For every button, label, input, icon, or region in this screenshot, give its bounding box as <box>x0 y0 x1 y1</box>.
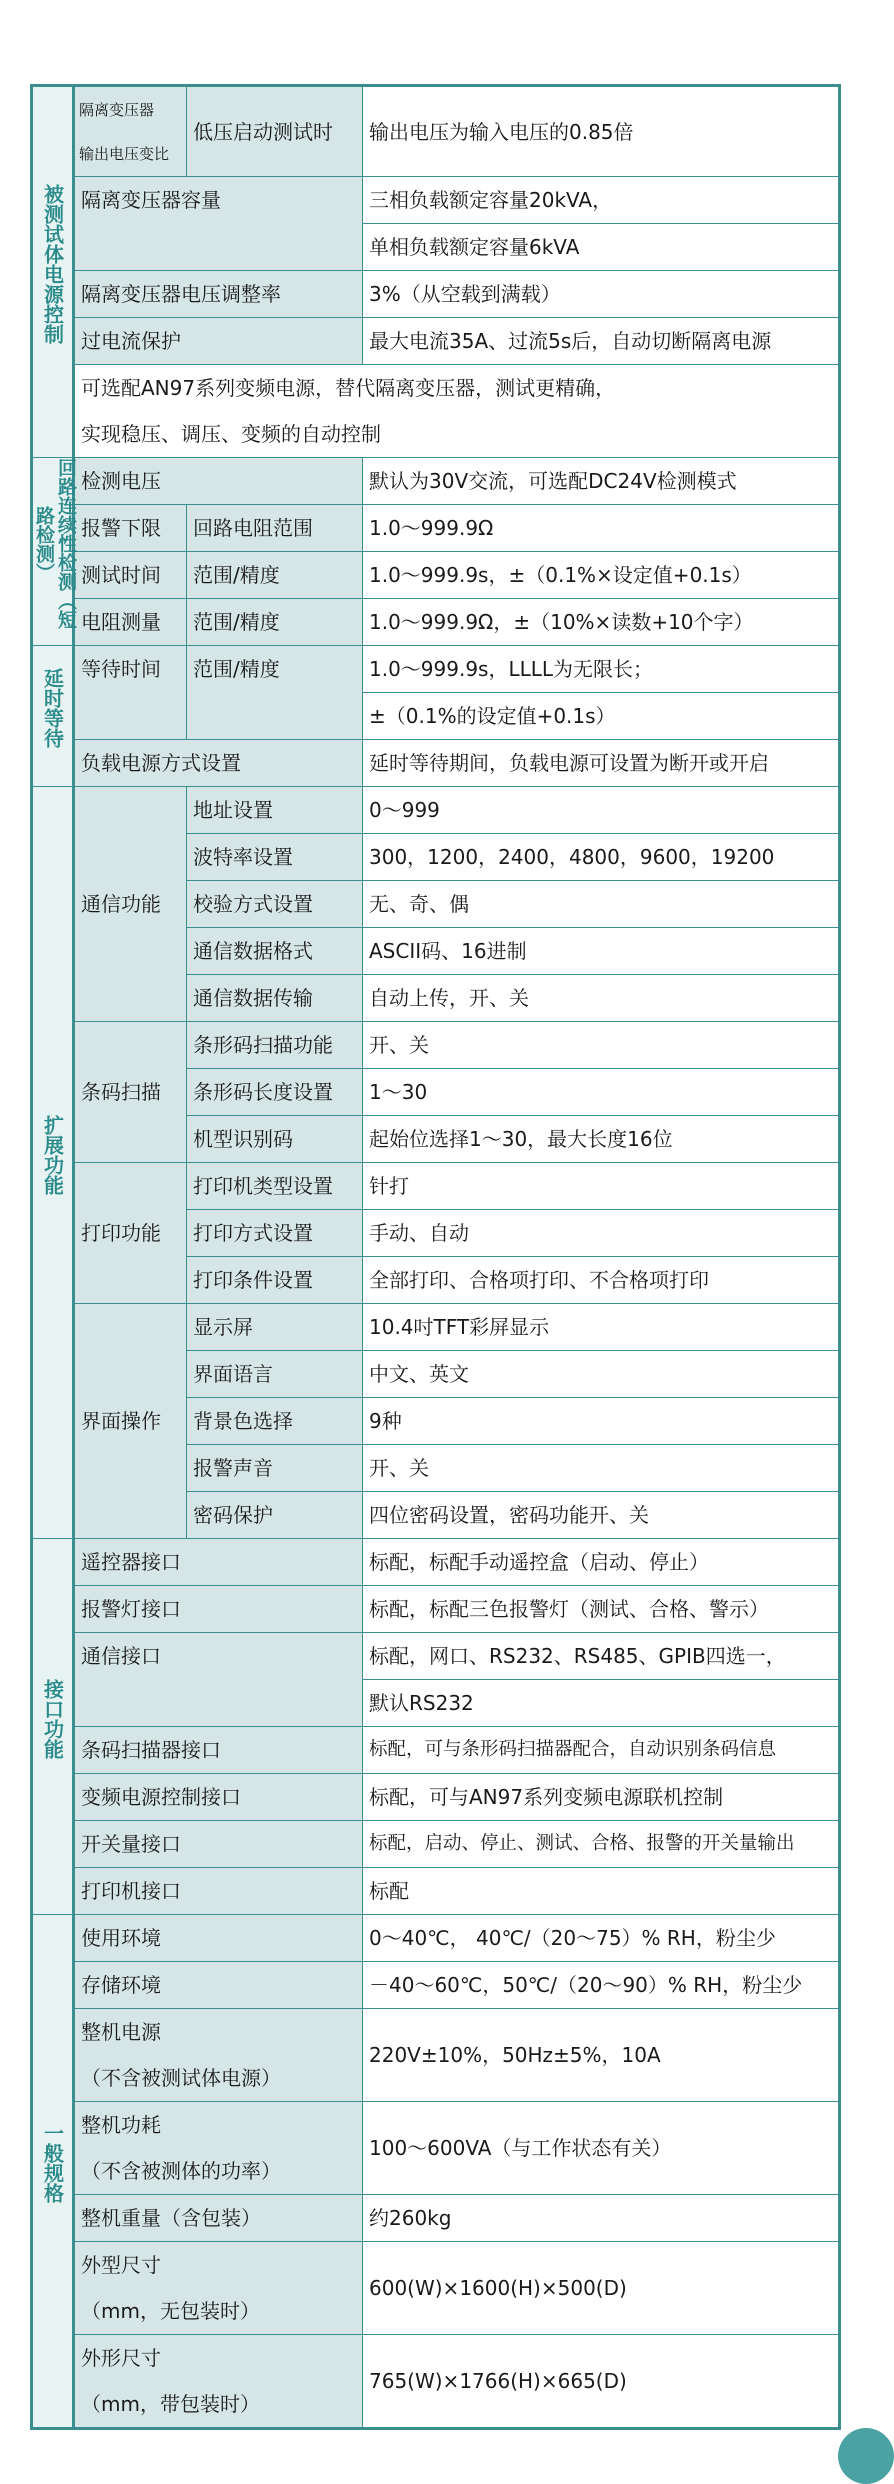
row-label: 存储环境 <box>74 1962 363 2009</box>
row-value: 0～999 <box>363 787 840 834</box>
row-label: 隔离变压器电压调整率 <box>74 271 363 318</box>
row-value: ASCII码、16进制 <box>363 928 840 975</box>
row-value: 最大电流35A、过流5s后，自动切断隔离电源 <box>363 318 840 365</box>
row-label: 背景色选择 <box>187 1398 363 1445</box>
row-label: 报警下限 <box>74 505 187 552</box>
row-value: 标配，标配三色报警灯（测试、合格、警示） <box>363 1586 840 1633</box>
group-label: 通信功能 <box>74 787 187 1022</box>
row-label: 报警灯接口 <box>74 1586 363 1633</box>
row-label: 负载电源方式设置 <box>74 740 363 787</box>
table-row <box>32 2009 840 2102</box>
row-label: 地址设置 <box>187 787 363 834</box>
row-value: 标配，标配手动遥控盒（启动、停止） <box>363 1539 840 1586</box>
table-row <box>32 1163 840 1210</box>
table-row <box>32 1915 840 1962</box>
row-sublabel: 范围/精度 <box>187 552 363 599</box>
row-value: 1.0～999.9s，±（0.1%×设定值+0.1s） <box>363 552 840 599</box>
table-row <box>32 1022 840 1069</box>
row-value: 单相负载额定容量6kVA <box>363 224 840 271</box>
row-value: 标配，启动、停止、测试、合格、报警的开关量输出 <box>363 1821 840 1868</box>
table-row <box>32 787 840 834</box>
table-row <box>32 1868 840 1915</box>
table-row <box>32 2335 840 2429</box>
row-label: 报警声音 <box>187 1445 363 1492</box>
row-label: 开关量接口 <box>74 1821 363 1868</box>
row-label: 使用环境 <box>74 1915 363 1962</box>
spec-sheet <box>30 84 838 2430</box>
table-row <box>32 1727 840 1774</box>
row-value: 100～600VA（与工作状态有关） <box>363 2102 840 2195</box>
row-label: 遥控器接口 <box>74 1539 363 1586</box>
row-value: 标配，网口、RS232、RS485、GPIB四选一， <box>363 1633 840 1680</box>
row-label: 电阻测量 <box>74 599 187 646</box>
table-row <box>32 599 840 646</box>
section-header: 接口功能 <box>32 1539 74 1915</box>
section-header: 被测试体电源控制 <box>32 86 74 458</box>
row-sublabel: 范围/精度 <box>187 646 363 740</box>
row-label: 过电流保护 <box>74 318 363 365</box>
table-row <box>32 646 840 693</box>
section-header: 扩展功能 <box>32 787 74 1539</box>
row-value: ±（0.1%的设定值+0.1s） <box>363 693 840 740</box>
row-value: 输出电压为输入电压的0.85倍 <box>363 86 840 177</box>
row-value: 0～40℃， 40℃/（20～75）% RH，粉尘少 <box>363 1915 840 1962</box>
table-row <box>32 1821 840 1868</box>
row-value: 3%（从空载到满载） <box>363 271 840 318</box>
row-label: 波特率设置 <box>187 834 363 881</box>
row-label: 界面语言 <box>187 1351 363 1398</box>
row-label: 显示屏 <box>187 1304 363 1351</box>
row-value: 手动、自动 <box>363 1210 840 1257</box>
table-row <box>32 1539 840 1586</box>
section-header: 回路连续性检测（短路检测） <box>32 458 74 646</box>
row-value: 765(W)×1766(H)×665(D) <box>363 2335 840 2429</box>
row-value: 默认RS232 <box>363 1680 840 1727</box>
row-label: 外型尺寸 （mm，无包装时） <box>74 2242 363 2335</box>
table-row <box>32 1633 840 1680</box>
row-value: 中文、英文 <box>363 1351 840 1398</box>
row-label: 等待时间 <box>74 646 187 740</box>
row-value: 四位密码设置，密码功能开、关 <box>363 1492 840 1539</box>
table-row <box>32 365 840 458</box>
row-label: 密码保护 <box>187 1492 363 1539</box>
row-label: 打印方式设置 <box>187 1210 363 1257</box>
row-value: 起始位选择1～30，最大长度16位 <box>363 1116 840 1163</box>
row-label: 打印机接口 <box>74 1868 363 1915</box>
row-value: 三相负载额定容量20kVA， <box>363 177 840 224</box>
row-value: 开、关 <box>363 1022 840 1069</box>
row-label: 条形码长度设置 <box>187 1069 363 1116</box>
group-label: 打印功能 <box>74 1163 187 1304</box>
row-label: 打印机类型设置 <box>187 1163 363 1210</box>
table-row <box>32 177 840 224</box>
row-value: 默认为30V交流，可选配DC24V检测模式 <box>363 458 840 505</box>
row-value: 1～30 <box>363 1069 840 1116</box>
table-row <box>32 458 840 505</box>
row-label: 隔离变压器 输出电压变比 <box>74 86 187 177</box>
row-label: 检测电压 <box>74 458 363 505</box>
row-label: 打印条件设置 <box>187 1257 363 1304</box>
row-value: 10.4吋TFT彩屏显示 <box>363 1304 840 1351</box>
table-row <box>32 1304 840 1351</box>
row-value: 开、关 <box>363 1445 840 1492</box>
row-label: 通信数据格式 <box>187 928 363 975</box>
table-row <box>32 505 840 552</box>
row-label: 变频电源控制接口 <box>74 1774 363 1821</box>
row-label: 条形码扫描功能 <box>187 1022 363 1069</box>
table-row <box>32 552 840 599</box>
section-header: 延时等待 <box>32 646 74 787</box>
table-row <box>32 271 840 318</box>
table-row <box>32 1774 840 1821</box>
row-label: 整机功耗 （不含被测体的功率） <box>74 2102 363 2195</box>
table-row <box>32 2195 840 2242</box>
table-row <box>32 1586 840 1633</box>
table-row <box>32 740 840 787</box>
row-value: 延时等待期间，负载电源可设置为断开或开启 <box>363 740 840 787</box>
row-value: －40～60℃，50℃/（20～90）% RH，粉尘少 <box>363 1962 840 2009</box>
row-label: 测试时间 <box>74 552 187 599</box>
row-value: 1.0～999.9Ω，±（10%×读数+10个字） <box>363 599 840 646</box>
row-value: 标配，可与AN97系列变频电源联机控制 <box>363 1774 840 1821</box>
row-label: 整机重量（含包装） <box>74 2195 363 2242</box>
row-note: 可选配AN97系列变频电源，替代隔离变压器，测试更精确， 实现稳压、调压、变频的自动控制 <box>74 365 840 458</box>
row-value: 9种 <box>363 1398 840 1445</box>
row-value: 1.0～999.9Ω <box>363 505 840 552</box>
table-row <box>32 318 840 365</box>
row-label: 外形尺寸 （mm，带包装时） <box>74 2335 363 2429</box>
row-label: 条码扫描器接口 <box>74 1727 363 1774</box>
section-header: 一般规格 <box>32 1915 74 2429</box>
row-value: 无、奇、偶 <box>363 881 840 928</box>
row-value: 针打 <box>363 1163 840 1210</box>
row-sublabel: 回路电阻范围 <box>187 505 363 552</box>
row-value: 1.0～999.9s，LLLL为无限长； <box>363 646 840 693</box>
group-label: 界面操作 <box>74 1304 187 1539</box>
row-value: 约260kg <box>363 2195 840 2242</box>
row-label: 机型识别码 <box>187 1116 363 1163</box>
row-value: 自动上传，开、关 <box>363 975 840 1022</box>
row-label: 校验方式设置 <box>187 881 363 928</box>
row-label: 整机电源 （不含被测试体电源） <box>74 2009 363 2102</box>
row-label: 低压启动测试时 <box>187 86 363 177</box>
corner-decoration <box>838 2428 894 2484</box>
row-label: 隔离变压器容量 <box>74 177 363 271</box>
row-sublabel: 范围/精度 <box>187 599 363 646</box>
table-row <box>32 1962 840 2009</box>
table-row <box>32 2242 840 2335</box>
row-label: 通信接口 <box>74 1633 363 1727</box>
row-value: 标配 <box>363 1868 840 1915</box>
row-value: 300，1200，2400，4800，9600，19200 <box>363 834 840 881</box>
row-value: 600(W)×1600(H)×500(D) <box>363 2242 840 2335</box>
row-value: 标配，可与条形码扫描器配合，自动识别条码信息 <box>363 1727 840 1774</box>
row-value: 220V±10%，50Hz±5%，10A <box>363 2009 840 2102</box>
row-value: 全部打印、合格项打印、不合格项打印 <box>363 1257 840 1304</box>
row-label: 通信数据传输 <box>187 975 363 1022</box>
table-row <box>32 86 840 177</box>
group-label: 条码扫描 <box>74 1022 187 1163</box>
spec-table <box>30 84 841 2430</box>
table-row <box>32 2102 840 2195</box>
